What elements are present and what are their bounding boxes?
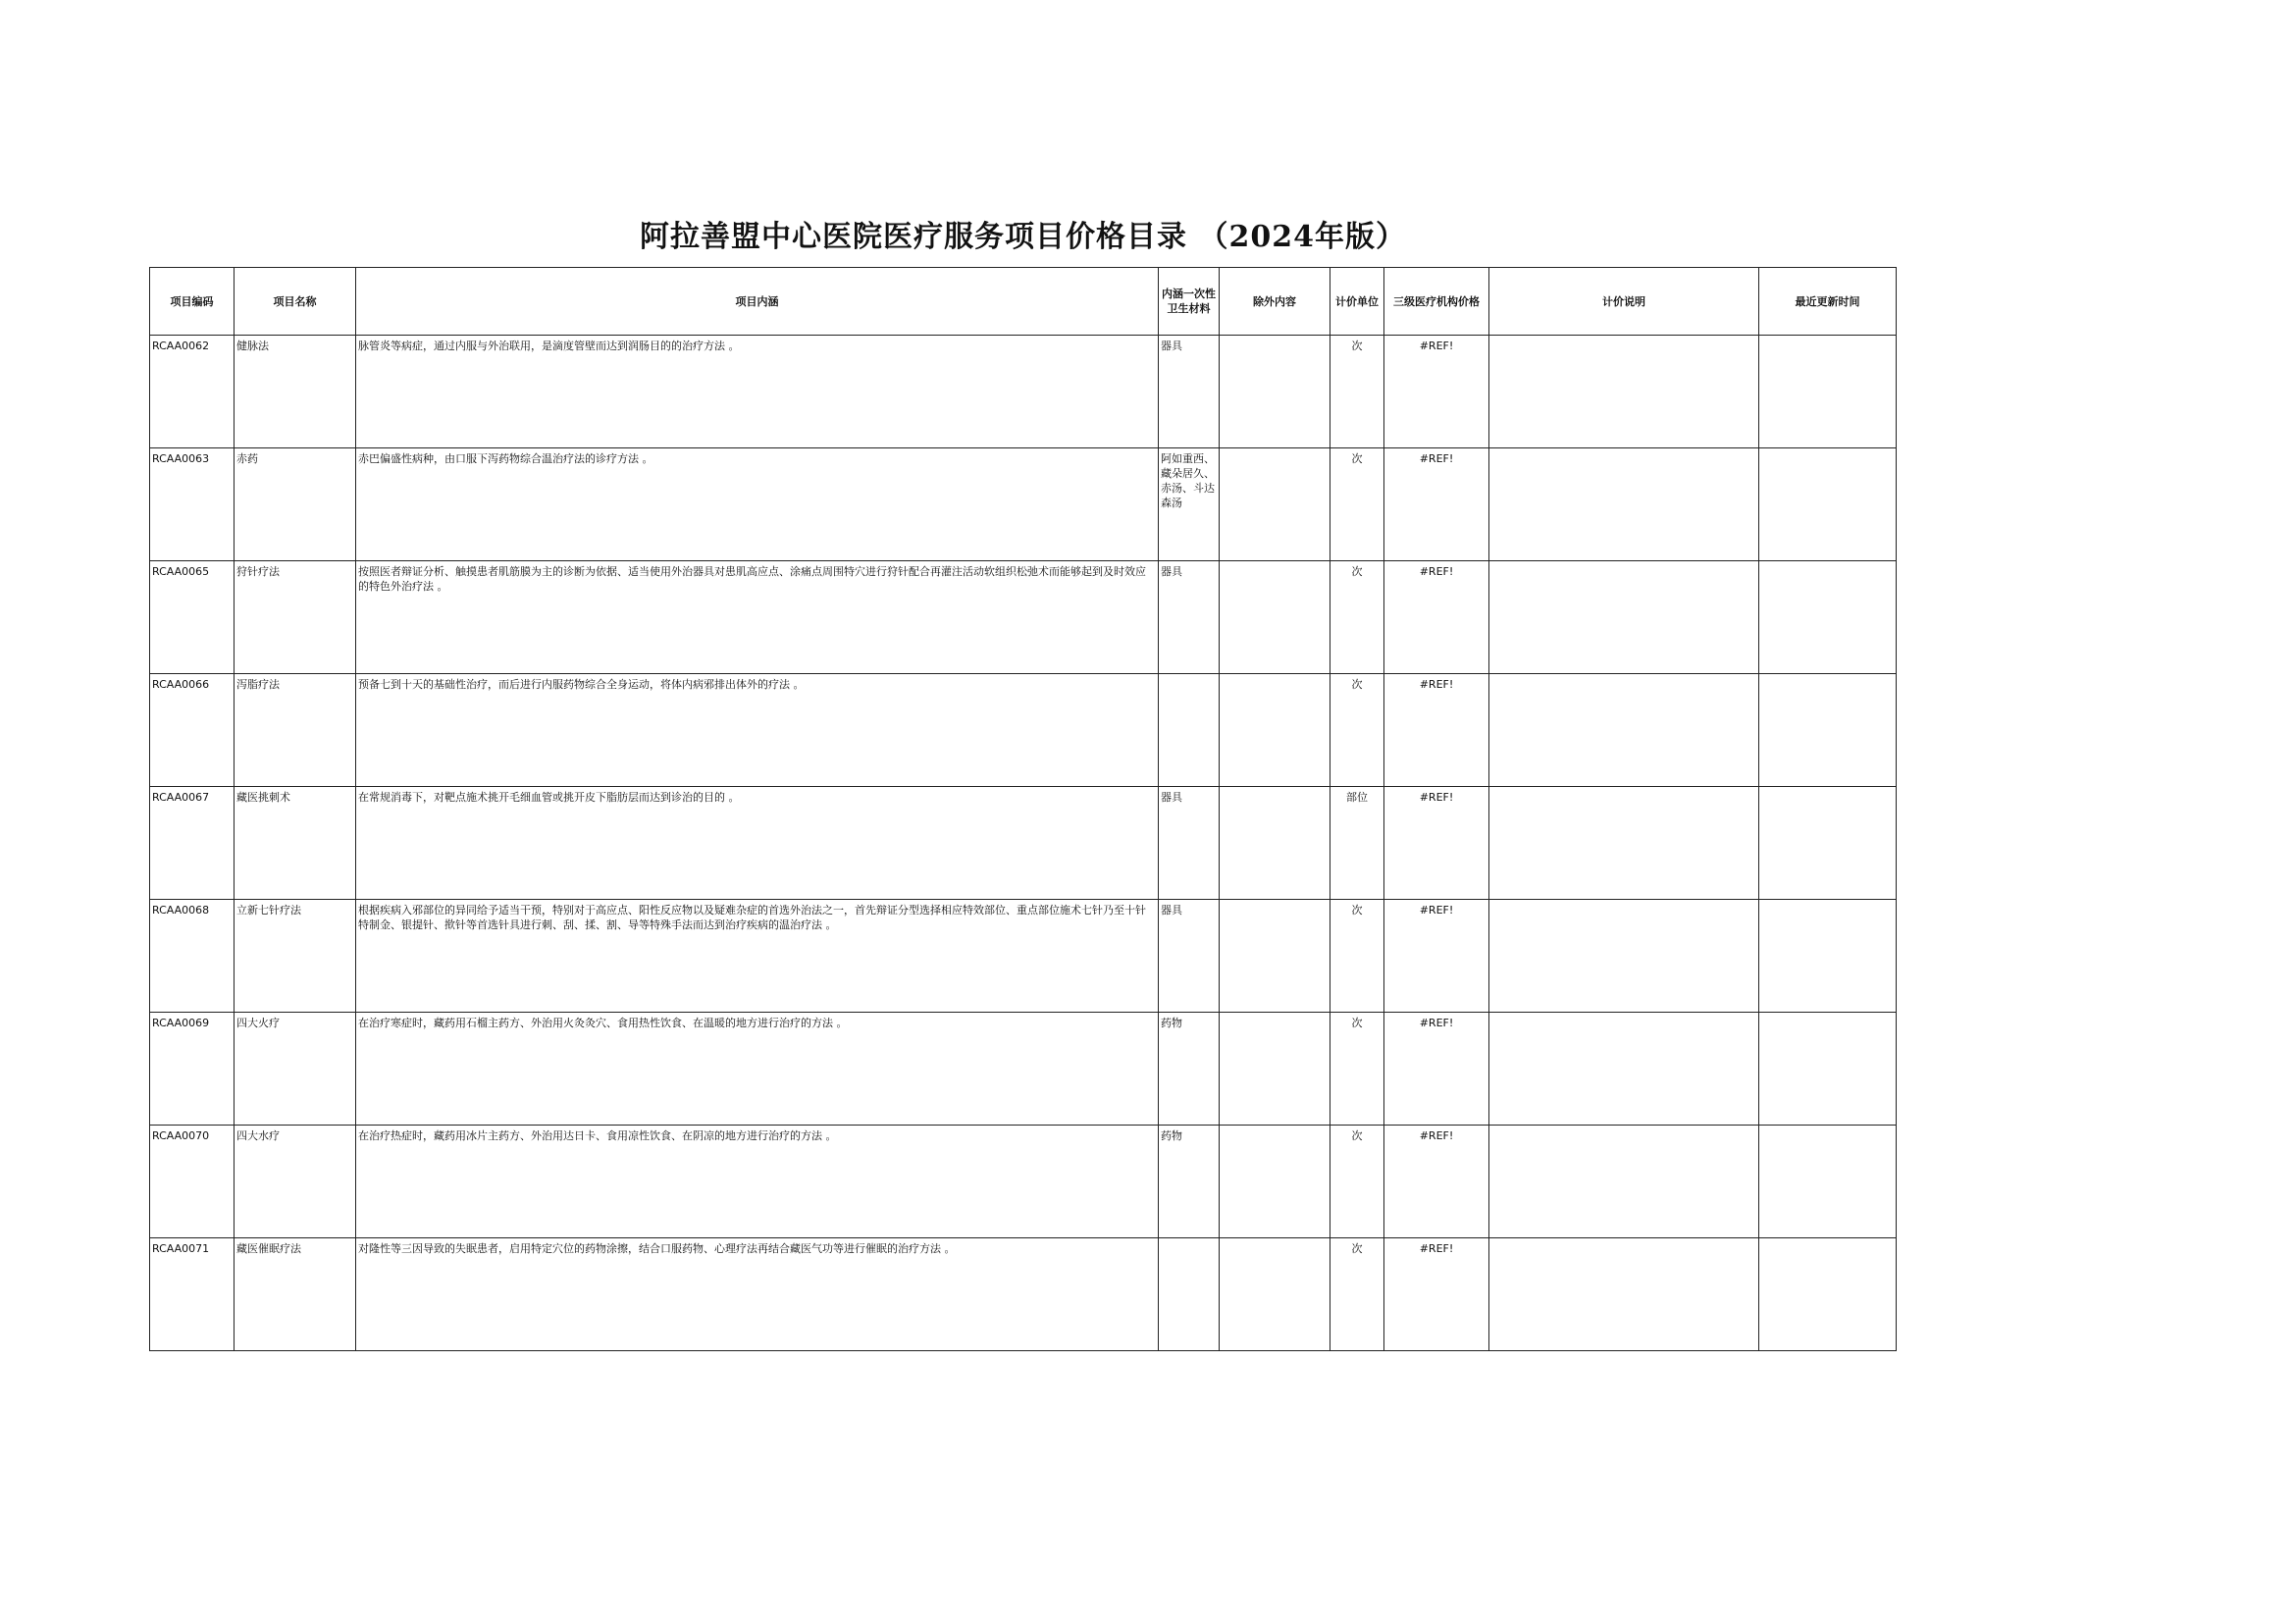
- cell-connotation: 根据疾病入邪部位的异同给予适当干预，特别对于高应点、阳性反应物以及疑难杂症的首选外治法之一，首先辩证分型选择相应特效部位、重点部位施术七针乃至十针特制金、银提针、揿针等首选针具进行刺、刮、揉、割、导等特殊手法而达到治疗疾病的温治疗法 。: [356, 900, 1159, 1013]
- cell-excluded: [1220, 561, 1330, 674]
- cell-price: #REF!: [1384, 1126, 1489, 1238]
- price-table: [149, 267, 1897, 1351]
- header-code: 项目编码: [150, 268, 235, 336]
- cell-name: 藏医催眠疗法: [235, 1238, 356, 1351]
- cell-code: RCAA0069: [150, 1013, 235, 1126]
- table-row: [150, 561, 1897, 674]
- cell-name: 健脉法: [235, 336, 356, 448]
- cell-excluded: [1220, 900, 1330, 1013]
- cell-updated: [1759, 561, 1897, 674]
- cell-connotation: 在治疗热症时，藏药用冰片主药方、外治用达日卡、食用凉性饮食、在阴凉的地方进行治疗的方法 。: [356, 1126, 1159, 1238]
- cell-name: 狩针疗法: [235, 561, 356, 674]
- cell-updated: [1759, 448, 1897, 561]
- cell-note: [1489, 561, 1759, 674]
- cell-updated: [1759, 1238, 1897, 1351]
- cell-materials: 器具: [1159, 900, 1220, 1013]
- cell-price: #REF!: [1384, 1238, 1489, 1351]
- cell-materials: 药物: [1159, 1013, 1220, 1126]
- cell-materials: 器具: [1159, 561, 1220, 674]
- cell-updated: [1759, 674, 1897, 787]
- cell-connotation: 赤巴偏盛性病种，由口服下泻药物综合温治疗法的诊疗方法 。: [356, 448, 1159, 561]
- cell-unit: 部位: [1330, 787, 1384, 900]
- header-name: 项目名称: [235, 268, 356, 336]
- cell-unit: 次: [1330, 1126, 1384, 1238]
- cell-excluded: [1220, 674, 1330, 787]
- cell-excluded: [1220, 1126, 1330, 1238]
- cell-updated: [1759, 336, 1897, 448]
- cell-note: [1489, 1238, 1759, 1351]
- cell-code: RCAA0070: [150, 1126, 235, 1238]
- cell-connotation: 在常规消毒下，对靶点施术挑开毛细血管或挑开皮下脂肪层而达到诊治的目的 。: [356, 787, 1159, 900]
- cell-name: 赤药: [235, 448, 356, 561]
- cell-code: RCAA0068: [150, 900, 235, 1013]
- cell-code: RCAA0071: [150, 1238, 235, 1351]
- header-materials: 内涵一次性卫生材料: [1159, 268, 1220, 336]
- cell-unit: 次: [1330, 561, 1384, 674]
- cell-price: #REF!: [1384, 674, 1489, 787]
- cell-code: RCAA0067: [150, 787, 235, 900]
- cell-unit: 次: [1330, 674, 1384, 787]
- cell-excluded: [1220, 787, 1330, 900]
- table-row: [150, 900, 1897, 1013]
- cell-note: [1489, 336, 1759, 448]
- cell-updated: [1759, 900, 1897, 1013]
- cell-unit: 次: [1330, 1238, 1384, 1351]
- cell-price: #REF!: [1384, 561, 1489, 674]
- table-row: [150, 674, 1897, 787]
- cell-name: 四大水疗: [235, 1126, 356, 1238]
- cell-connotation: 预备七到十天的基础性治疗，而后进行内服药物综合全身运动，将体内病邪排出体外的疗法 。: [356, 674, 1159, 787]
- cell-excluded: [1220, 1238, 1330, 1351]
- cell-note: [1489, 674, 1759, 787]
- cell-connotation: 按照医者辩证分析、触摸患者肌筋膜为主的诊断为依据、适当使用外治器具对患肌高应点、涂痛点周围特穴进行狩针配合再灌注活动软组织松弛术而能够起到及时效应的特色外治疗法 。: [356, 561, 1159, 674]
- cell-note: [1489, 900, 1759, 1013]
- cell-name: 四大火疗: [235, 1013, 356, 1126]
- cell-unit: 次: [1330, 900, 1384, 1013]
- cell-note: [1489, 787, 1759, 900]
- cell-materials: 器具: [1159, 336, 1220, 448]
- cell-code: RCAA0063: [150, 448, 235, 561]
- cell-price: #REF!: [1384, 1013, 1489, 1126]
- cell-materials: 药物: [1159, 1126, 1220, 1238]
- document-title: 阿拉善盟中心医院医疗服务项目价格目录 （2024年版）: [640, 220, 1406, 254]
- cell-excluded: [1220, 448, 1330, 561]
- cell-price: #REF!: [1384, 336, 1489, 448]
- cell-code: RCAA0066: [150, 674, 235, 787]
- cell-code: RCAA0062: [150, 336, 235, 448]
- table-header-row: [150, 268, 1897, 336]
- header-price: 三级医疗机构价格: [1384, 268, 1489, 336]
- header-excluded: 除外内容: [1220, 268, 1330, 336]
- cell-connotation: 脉管炎等病症，通过内服与外治联用，是滴度管壁而达到润肠目的的治疗方法 。: [356, 336, 1159, 448]
- table-row: [150, 787, 1897, 900]
- table-row: [150, 1238, 1897, 1351]
- header-unit: 计价单位: [1330, 268, 1384, 336]
- cell-connotation: 在治疗寒症时，藏药用石榴主药方、外治用火灸灸穴、食用热性饮食、在温暖的地方进行治疗的方法 。: [356, 1013, 1159, 1126]
- cell-name: 泻脂疗法: [235, 674, 356, 787]
- cell-unit: 次: [1330, 1013, 1384, 1126]
- cell-connotation: 对隆性等三因导致的失眠患者，启用特定穴位的药物涂擦，结合口服药物、心理疗法再结合藏医气功等进行催眠的治疗方法 。: [356, 1238, 1159, 1351]
- table-row: [150, 1126, 1897, 1238]
- cell-materials: 阿如重西、藏朵居久、赤汤、斗达森汤: [1159, 448, 1220, 561]
- cell-updated: [1759, 1013, 1897, 1126]
- header-connotation: 项目内涵: [356, 268, 1159, 336]
- cell-name: 藏医挑刺术: [235, 787, 356, 900]
- cell-note: [1489, 448, 1759, 561]
- cell-updated: [1759, 787, 1897, 900]
- cell-note: [1489, 1126, 1759, 1238]
- cell-unit: 次: [1330, 448, 1384, 561]
- cell-price: #REF!: [1384, 787, 1489, 900]
- cell-materials: [1159, 1238, 1220, 1351]
- cell-updated: [1759, 1126, 1897, 1238]
- cell-excluded: [1220, 1013, 1330, 1126]
- header-updated: 最近更新时间: [1759, 268, 1897, 336]
- header-note: 计价说明: [1489, 268, 1759, 336]
- table-row: [150, 448, 1897, 561]
- cell-excluded: [1220, 336, 1330, 448]
- cell-unit: 次: [1330, 336, 1384, 448]
- cell-price: #REF!: [1384, 900, 1489, 1013]
- table-row: [150, 336, 1897, 448]
- cell-note: [1489, 1013, 1759, 1126]
- cell-materials: [1159, 674, 1220, 787]
- table-row: [150, 1013, 1897, 1126]
- cell-price: #REF!: [1384, 448, 1489, 561]
- cell-name: 立新七针疗法: [235, 900, 356, 1013]
- cell-code: RCAA0065: [150, 561, 235, 674]
- cell-materials: 器具: [1159, 787, 1220, 900]
